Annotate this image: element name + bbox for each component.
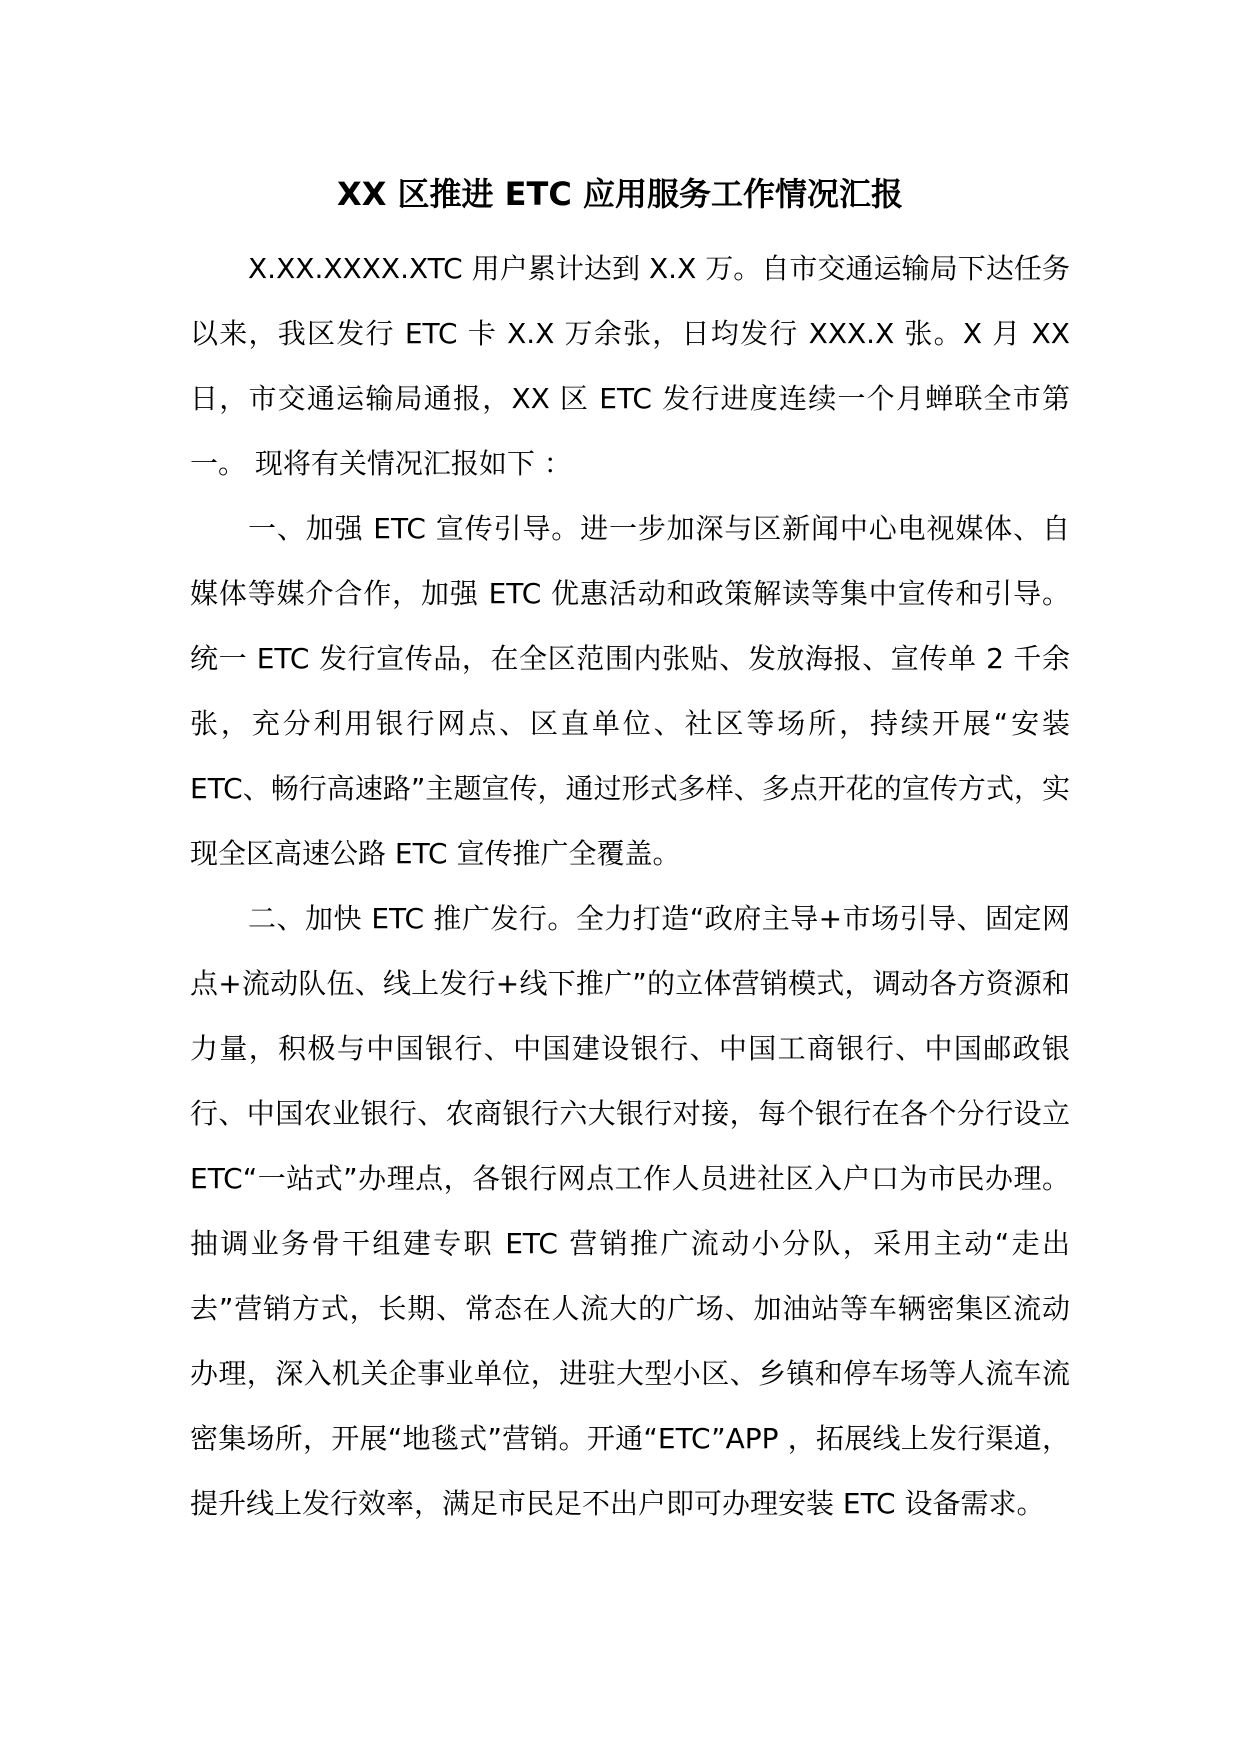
paragraph-section-1: 一、加强 ETC 宣传引导。进一步加深与区新闻中心电视媒体、自媒体等媒介合作，加强 ETC 优惠活动和政策解读等集中宣传和引导。统一 ETC 发行宣传品，在全区范围内张贴、发放海报、宣传单 2 千余张，充分利用银行网点、区直单位、社区等场所，持续开展“安装 ETC、畅行高速路”主题宣传，通过形式多样、多点开花的宣传方式，实现全区高速公路 ETC 宣传推广全覆盖。	[190, 512, 1070, 870]
document-title: XX 区推进 ETC 应用服务工作情况汇报	[337, 175, 903, 213]
paragraph-section-2: 二、加快 ETC 推广发行。全力打造“政府主导+市场引导、固定网点+流动队伍、线上发行+线下推广”的立体营销模式，调动各方资源和力量，积极与中国银行、中国建设银行、中国工商银行、中国邮政银行、中国农业银行、农商银行六大银行对接，每个银行在各个分行设立 ETC“一站式”办理点，各银行网点工作人员进社区入户口为市民办理。抽调业务骨干组建专职 ETC 营销推广流动小分队，采用主动“走出去”营销方式，长期、常态在人流大的广场、加油站等车辆密集区流动办理，深入机关企事业单位，进驻大型小区、乡镇和停车场等人流车流密集场所，开展“地毯式”营销。开通“ETC”APP ，拓展线上发行渠道，提升线上发行效率，满足市民足不出户即可办理安装 ETC 设备需求。	[190, 902, 1070, 1520]
paragraph-intro: X.XX.XXXX.XTC 用户累计达到 X.X 万。自市交通运输局下达任务以来，我区发行 ETC 卡 X.X 万余张，日均发行 XXX.X 张。X 月 XX 日，市交通运输局通报，XX 区 ETC 发行进度连续一个月蝉联全市第一。 现将有关情况汇报如下 ：	[190, 252, 1070, 480]
document-body	[190, 236, 1070, 1536]
